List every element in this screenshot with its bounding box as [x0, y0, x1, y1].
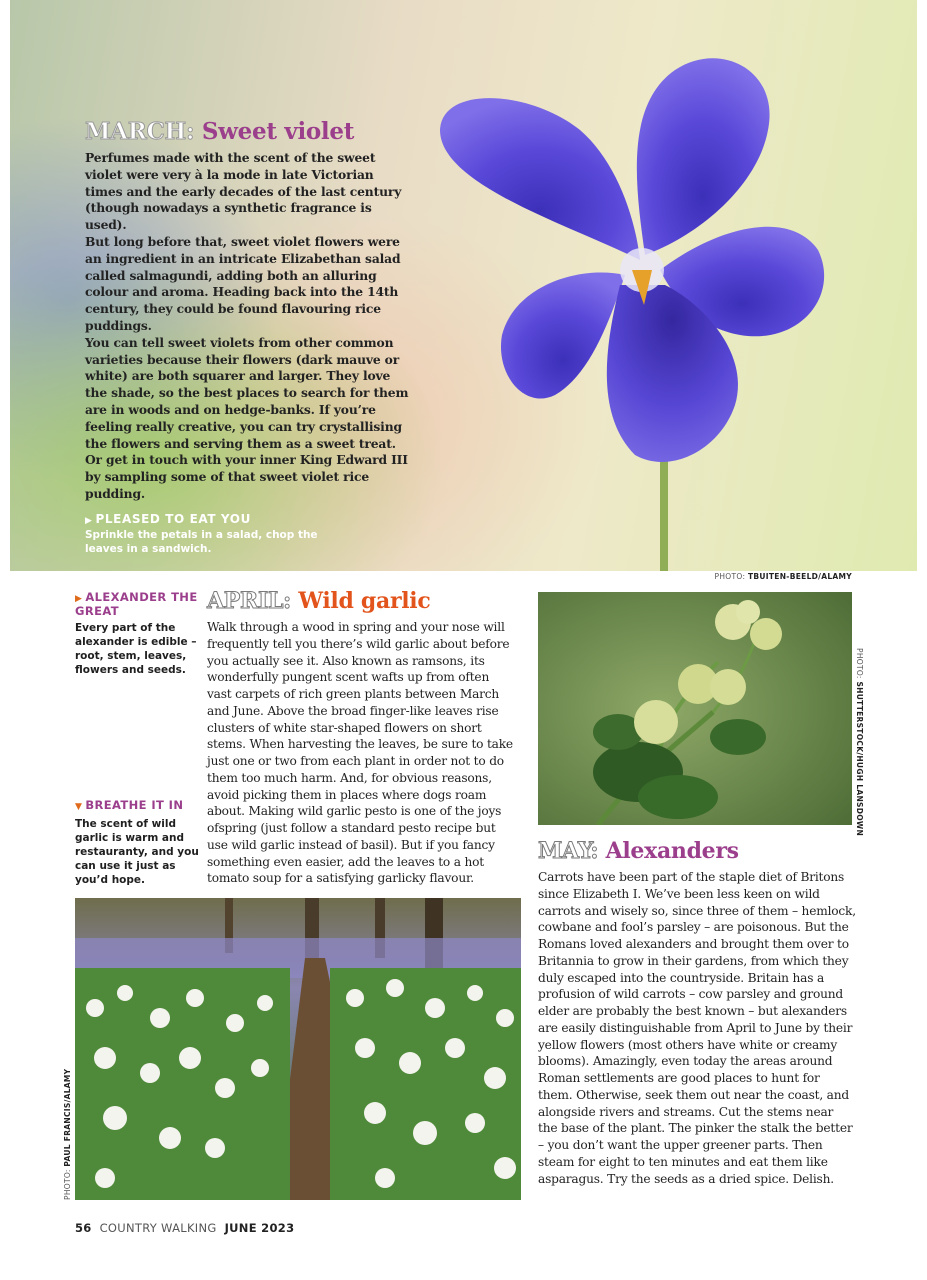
- march-body: [85, 150, 415, 503]
- march-heading: [85, 118, 354, 145]
- violet-petal-upper-right: [637, 58, 770, 255]
- page-number: 56: [75, 1221, 92, 1235]
- tip-alexander-the-great: [75, 591, 200, 677]
- tip-body: Every part of the alexander is edible – root, stem, leaves, flowers and seeds.: [75, 622, 197, 676]
- tip-breathe-it-in: [75, 799, 200, 887]
- april-heading: [207, 588, 430, 614]
- tip-heading: ▶ ALEXANDER THE GREAT: [75, 590, 198, 618]
- march-paragraph-1: Perfumes made with the scent of the sweet violet were very à la mode in late Victorian times and the early decades of the last century (though nowadays a synthetic fragrance is used).: [85, 150, 402, 233]
- issue-date: JUNE 2023: [224, 1221, 295, 1235]
- page-footer: [75, 1221, 294, 1235]
- may-plant-name: Alexanders: [605, 838, 739, 864]
- violet-petal-left: [501, 273, 625, 399]
- sweet-violet-illustration: [420, 45, 840, 571]
- may-heading: [538, 838, 739, 864]
- alexanders-photo: [538, 592, 852, 825]
- tip-body: The scent of wild garlic is warm and restauranty, and you can use it just as you’d hope.: [75, 818, 199, 886]
- violet-petal-upper-left: [440, 98, 640, 260]
- tip-heading: ▶ PLEASED TO EAT YOU: [85, 512, 251, 526]
- march-paragraph-2: But long before that, sweet violet flowers were an ingredient in an intricate Elizabethan salad called salmagundi, adding both an alluring colour and aroma. Heading back into the 14th century, they could be found flavouring rice puddings.: [85, 233, 401, 333]
- march-plant-name: Sweet violet: [201, 118, 355, 145]
- april-month-label: APRIL:: [207, 588, 291, 614]
- tip-pleased-to-eat-you: [85, 512, 325, 556]
- april-plant-name: Wild garlic: [298, 588, 431, 614]
- triangle-right-icon: ▶: [75, 594, 83, 604]
- march-month-label: MARCH:: [85, 118, 195, 145]
- wild-garlic-woodland-photo: [75, 898, 521, 1200]
- photo-credit-alexanders: PHOTO: SHUTTERSTOCK/HUGH LANSDOWN: [855, 648, 864, 837]
- triangle-right-icon: ▶: [85, 516, 93, 526]
- april-body: Walk through a wood in spring and your nose will frequently tell you there’s wild garlic about before you actually see it. Also known as ramsons, its wonderfully pungent scent wafts up from often vast carpets of rich green plants between March and June. Above the broad finger-like leaves rise clusters of white star-shaped flowers on short stems. When harvesting the leaves, be sure to take just one or two from each plant in order not to do them too much harm. And, for obvious reasons, avoid picking them in places where dogs roam about. Making wild garlic pesto is one of the joys ofspring (just follow a standard pesto recipe but use wild garlic instead of basil). But if you fancy something even easier, add the leaves to a hot tomato soup for a satisfying garlicky flavour.: [207, 620, 513, 886]
- tip-heading: ▼ BREATHE IT IN: [75, 798, 184, 812]
- magazine-name: COUNTRY WALKING: [99, 1221, 217, 1235]
- tip-body: Sprinkle the petals in a salad, chop the leaves in a sandwich.: [85, 529, 318, 555]
- may-month-label: MAY:: [538, 838, 599, 864]
- violet-stem: [660, 445, 668, 571]
- hero-photo-sweet-violet: [10, 0, 917, 571]
- march-paragraph-3: You can tell sweet violets from other common varieties because their flowers (dark mauve or white) are both squarer and larger. They love the shade, so the best places to search for them are in woods and on hedge-banks. If you’re feeling really creative, you can try crystallising the flowers and serving them as a sweet treat. Or get in touch with your inner King Edward III by sampling some of that sweet violet rice pudding.: [85, 334, 409, 501]
- photo-credit-violet: PHOTO: TBUITEN-BEELD/ALAMY: [714, 572, 852, 581]
- triangle-down-icon: ▼: [75, 802, 83, 812]
- photo-credit-wild-garlic: PHOTO: PAUL FRANCIS/ALAMY: [63, 1068, 72, 1200]
- may-body: Carrots have been part of the staple diet of Britons since Elizabeth I. We’ve been less keen on wild carrots and wisely so, since three of them – hemlock, cowbane and fool’s parsley – are poisonous. But the Romans loved alexanders and brought them over to Britannia to grow in their gardens, from which they duly escaped into the countryside. Britain has a profusion of wild carrots – cow parsley and ground elder are probably the best known – but alexanders are easily distinguishable from April to June by their yellow flowers (most others have white or creamy blooms). Amazingly, even today the areas around Roman settlements are good places to hunt for them. Otherwise, seek them out near the coast, and alongside rivers and streams. Cut the stems near the base of the plant. The pinker the stalk the better – you don’t want the upper greener parts. Then steam for eight to ten minutes and eat them like asparagus. Try the seeds as a dried spice. Delish.: [538, 870, 856, 1186]
